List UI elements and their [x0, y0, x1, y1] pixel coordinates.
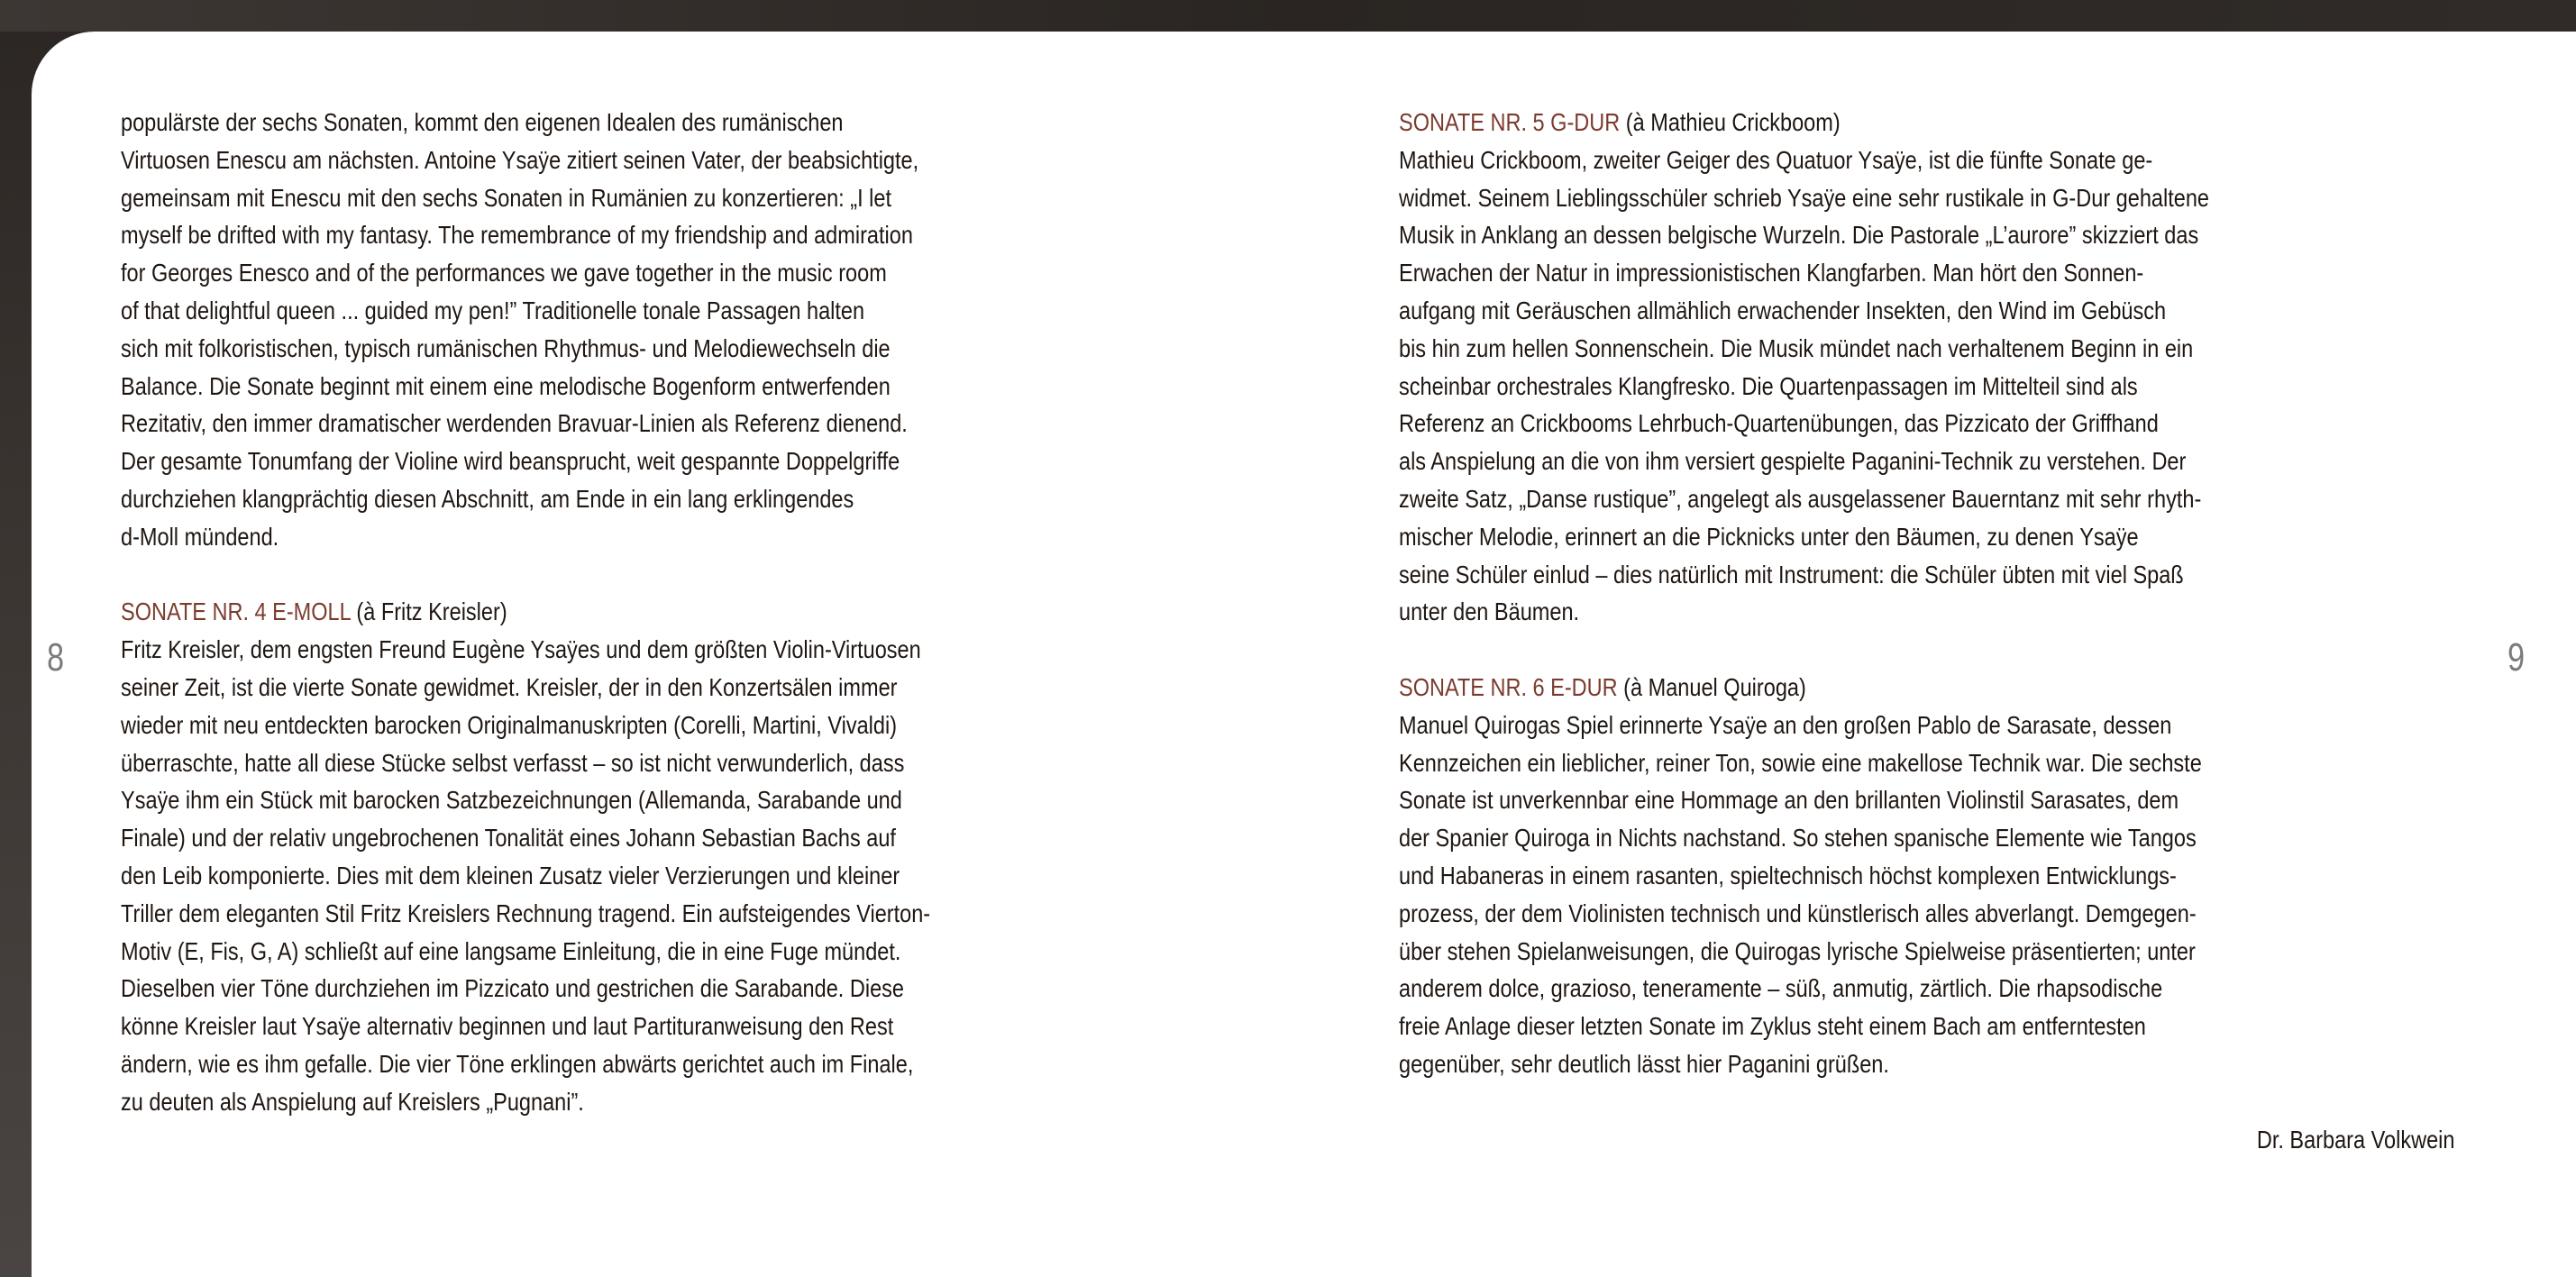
body-text-line: Referenz an Crickbooms Lehrbuch-Quartenübungen, das Pizzicato der Griffhand [1399, 409, 2159, 438]
body-text-line: als Anspielung an die von ihm versiert gespielte Paganini-Technik zu verstehen. Der [1399, 447, 2187, 476]
body-text-line: anderem dolce, grazioso, teneramente – süß, anmutig, zärtlich. Die rhapsodische [1399, 974, 2163, 1003]
body-text-line: Motiv (E, Fis, G, A) schließt auf eine langsame Einleitung, die in eine Fuge mündet. [121, 936, 901, 965]
body-text-line: myself be drifted with my fantasy. The remembrance of my friendship and admiration [121, 221, 913, 250]
author-signature: Dr. Barbara Volkwein [2256, 1125, 2454, 1154]
body-text-line: unter den Bäumen. [1399, 597, 1580, 626]
body-text-line: seine Schüler einlud – dies natürlich mit Instrument: die Schüler übten mit viel Spaß [1399, 560, 2184, 588]
body-text-line: gegenüber, sehr deutlich lässt hier Paganini grüßen. [1399, 1050, 1889, 1078]
body-text-line: Fritz Kreisler, dem engsten Freund Eugène Ysaÿes und dem größten Violin-Virtuosen [121, 635, 921, 664]
body-text-line: Dieselben vier Töne durchziehen im Pizzicato und gestrichen die Sarabande. Diese [121, 974, 905, 1003]
section-dedication: (à Mathieu Crickboom) [1625, 108, 1841, 136]
body-text-line: widmet. Seinem Lieblingsschüler schrieb Ysaÿe eine sehr rustikale in G-Dur gehaltene [1399, 183, 2210, 212]
body-text-line: for Georges Enesco and of the performances we gave together in the music room [121, 259, 887, 287]
body-text-line: Triller dem eleganten Stil Fritz Kreislers Rechnung tragend. Ein aufsteigendes Vierton- [121, 898, 931, 927]
body-text-line: Sonate ist unverkennbar eine Hommage an den brillanten Violinstil Sarasates, dem [1399, 786, 2179, 815]
body-text-line: und Habaneras in einem rasanten, spieltechnisch höchst komplexen Entwicklungs- [1399, 862, 2177, 889]
page-number-right: 9 [2507, 635, 2526, 680]
body-text-line: durchziehen klangprächtig diesen Abschnitt, am Ende in ein lang erklingendes [121, 485, 854, 513]
body-text-line: Balance. Die Sonate beginnt mit einem eine melodische Bogenform entwerfenden [121, 371, 891, 400]
section-heading-sonata-6 [1399, 675, 1806, 700]
section-dedication: (à Fritz Kreisler) [356, 597, 507, 626]
body-text-line: mischer Melodie, erinnert an die Picknicks unter den Bäumen, zu denen Ysaÿe [1399, 522, 2139, 551]
body-text-line: den Leib komponierte. Dies mit dem kleinen Zusatz vieler Verzierungen und kleiner [121, 862, 900, 889]
body-text-line: wieder mit neu entdeckten barocken Originalmanuskripten (Corelli, Martini, Vivaldi) [121, 710, 898, 739]
body-text-line: d-Moll mündend. [121, 522, 279, 551]
section-heading-title: SONATE NR. 4 E-MOLL [121, 597, 351, 626]
body-text-line: über stehen Spielanweisungen, die Quirogas lyrische Spielweise präsentierten; unter [1399, 936, 2196, 965]
body-text-line: freie Anlage dieser letzten Sonate im Zyklus steht einem Bach am entferntesten [1399, 1012, 2146, 1041]
section-heading-title: SONATE NR. 6 E-DUR [1399, 673, 1618, 701]
body-text-line: prozess, der dem Violinisten technisch und künstlerisch alles abverlangt. Demgegen- [1399, 898, 2197, 927]
section-dedication: (à Manuel Quiroga) [1623, 673, 1806, 701]
page-number-left: 8 [47, 635, 65, 680]
body-text-line: der Spanier Quiroga in Nichts nachstand. So stehen spanische Elemente wie Tangos [1399, 824, 2197, 853]
body-text-line: zweite Satz, „Danse rustique”, angelegt als ausgelassener Bauerntanz mit sehr rhyth- [1399, 485, 2202, 513]
body-text-line: bis hin zum hellen Sonnenschein. Die Musik mündet nach verhaltenem Beginn in ein [1399, 333, 2194, 362]
section-heading-sonata-5 [1399, 110, 1841, 135]
body-text-line: überraschte, hatte all diese Stücke selbst verfasst – so ist nicht verwunderlich, dass [121, 748, 905, 777]
section-heading-title: SONATE NR. 5 G-DUR [1399, 108, 1621, 136]
body-text-line: zu deuten als Anspielung auf Kreislers „Pugnani”. [121, 1087, 584, 1116]
body-text-line: scheinbar orchestrales Klangfresko. Die Quartenpassagen im Mittelteil sind als [1399, 371, 2138, 400]
body-text-line: Ysaÿe ihm ein Stück mit barocken Satzbezeichnungen (Allemanda, Sarabande und [121, 786, 902, 815]
body-text-line: gemeinsam mit Enescu mit den sechs Sonaten in Rumänien zu konzertieren: „I let [121, 183, 891, 212]
body-text-line: Finale) und der relativ ungebrochenen Tonalität eines Johann Sebastian Bachs auf [121, 824, 896, 853]
body-text-line: Virtuosen Enescu am nächsten. Antoine Ysaÿe zitiert seinen Vater, der beabsichtigte, [121, 145, 919, 174]
body-text-line: Erwachen der Natur in impressionistischen Klangfarben. Man hört den Sonnen- [1399, 259, 2144, 287]
body-text-line: ändern, wie es ihm gefalle. Die vier Töne erklingen abwärts gerichtet auch im Finale, [121, 1050, 914, 1078]
body-text-line: populärste der sechs Sonaten, kommt den eigenen Idealen des rumänischen [121, 108, 844, 136]
body-text-line: of that delightful queen ... guided my pen!” Traditionelle tonale Passagen halten [121, 296, 865, 324]
section-heading-sonata-4 [121, 599, 507, 625]
body-text-line: Kennzeichen ein lieblicher, reiner Ton, sowie eine makellose Technik war. Die sechste [1399, 748, 2202, 777]
body-text-line: Rezitativ, den immer dramatischer werdenden Bravuar-Linien als Referenz dienend. [121, 409, 908, 438]
body-text-line: könne Kreisler laut Ysaÿe alternativ beginnen und laut Partituranweisung den Rest [121, 1012, 894, 1041]
body-text-line: Musik in Anklang an dessen belgische Wurzeln. Die Pastorale „L’aurore” skizziert das [1399, 221, 2199, 250]
left-page-column [121, 0, 1177, 1277]
body-text-line: seiner Zeit, ist die vierte Sonate gewidmet. Kreisler, der in den Konzertsälen immer [121, 673, 898, 701]
body-text-line: sich mit folkoristischen, typisch rumänischen Rhythmus- und Melodiewechseln die [121, 333, 891, 362]
body-text-line: Manuel Quirogas Spiel erinnerte Ysaÿe an den großen Pablo de Sarasate, dessen [1399, 710, 2172, 739]
right-page-column [1399, 0, 2455, 1277]
body-text-line: Der gesamte Tonumfang der Violine wird beansprucht, weit gespannte Doppelgriffe [121, 447, 900, 476]
body-text-line: Mathieu Crickboom, zweiter Geiger des Quatuor Ysaÿe, ist die fünfte Sonate ge- [1399, 145, 2153, 174]
body-text-line: aufgang mit Geräuschen allmählich erwachender Insekten, den Wind im Gebüsch [1399, 296, 2167, 324]
